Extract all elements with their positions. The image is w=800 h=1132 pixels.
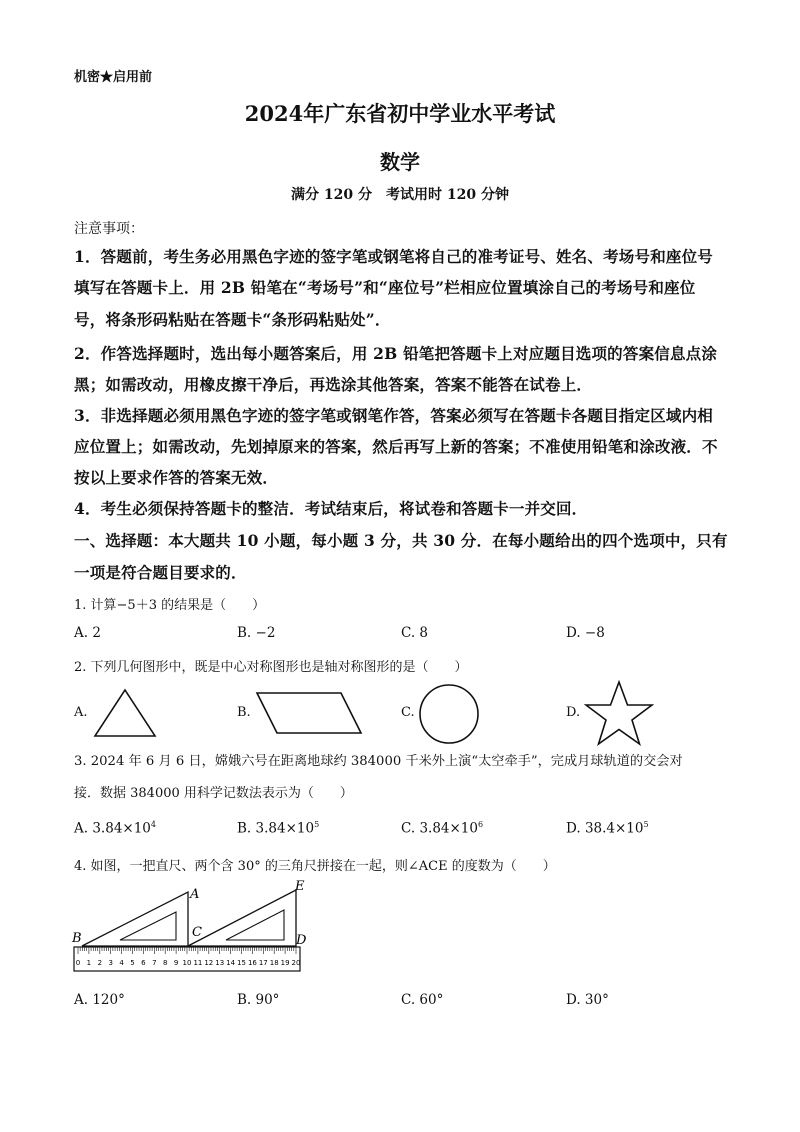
- ruler-tick-label: 9: [173, 959, 179, 967]
- ruler-tick-label: 4: [119, 959, 124, 967]
- q4-option-b: B. 90°: [237, 992, 280, 1008]
- ruler-tick-label: 17: [258, 959, 268, 967]
- ruler-ticks: [78, 947, 296, 954]
- label-a: A: [190, 887, 200, 902]
- ruler-tick-label: 0: [75, 959, 81, 967]
- question-4-stem: 4. 如图，一把直尺、两个含 30° 的三角尺拼接在一起，则∠ACE 的度数为（ ）: [74, 859, 556, 874]
- star-shape: [584, 680, 654, 746]
- ruler-tick-label: 16: [247, 959, 257, 967]
- circle-shape: [418, 683, 480, 745]
- q1-option-b: B. −2: [237, 625, 276, 641]
- ruler-tick-label: 8: [162, 959, 168, 967]
- confidential-mark: 机密★启用前: [74, 70, 153, 85]
- label-c: C: [192, 925, 202, 940]
- notice-line: 应位置上；如需改动，先划掉原来的答案，然后再写上新的答案；不准使用铅笔和涂改液．不: [74, 437, 718, 456]
- ruler-tick-label: 10: [182, 959, 192, 967]
- notice-line: 3．非选择题必须用黑色字迹的签字笔或钢笔作答，答案必须写在答题卡各题目指定区域内相: [74, 406, 713, 425]
- question-2-stem: 2. 下列几何图形中，既是中心对称图形也是轴对称图形的是（ ）: [74, 660, 468, 675]
- notice-line: 黑；如需改动，用橡皮擦干净后，再选涂其他答案，答案不能答在试卷上．: [74, 375, 593, 394]
- notice-line: 1．答题前，考生务必用黑色字迹的签字笔或钢笔将自己的准考证号、姓名、考场号和座位号: [74, 247, 713, 266]
- question-3-stem-cont: 接．数据 384000 用科学记数法表示为（ ）: [74, 786, 353, 801]
- q3-option-d: D. $38.4\times 10^5$: [566, 820, 649, 837]
- ruler-tick-label: 18: [269, 959, 279, 967]
- triangle-shape: [92, 687, 158, 739]
- ruler-tick-label: 12: [204, 959, 214, 967]
- label-b: B: [72, 931, 82, 946]
- q2-option-d: D.: [566, 705, 581, 720]
- ruler-tick-label: 5: [130, 959, 135, 967]
- parallelogram-shape: [254, 690, 364, 736]
- ruler-tick-label: 20: [291, 959, 301, 967]
- notice-line: 2．作答选择题时，选出每小题答案后，用 2B 铅笔把答题卡上对应题目选项的答案信息点涂: [74, 344, 718, 363]
- ruler-tick-label: 7: [152, 959, 157, 967]
- ruler-tick-label: 14: [226, 959, 236, 967]
- q1-option-c: C. 8: [401, 625, 429, 641]
- q4-option-a: A. 120°: [74, 992, 125, 1008]
- q4-option-c: C. 60°: [401, 992, 444, 1008]
- exam-title: 2024年广东省初中学业水平考试: [244, 101, 556, 126]
- subject-title: 数学: [380, 150, 420, 174]
- ruler-tick-label: 19: [280, 959, 290, 967]
- notice-heading: 注意事项：: [74, 221, 144, 237]
- ruler-tick-label: 2: [97, 959, 103, 967]
- q1-option-a: A. 2: [74, 625, 101, 641]
- label-e: E: [295, 879, 305, 894]
- label-d: D: [296, 933, 307, 948]
- q3-option-a: A. $3.84\times 10^4$: [74, 820, 156, 837]
- q2-option-b: B.: [237, 705, 251, 720]
- score-time: 满分 120 分 考试用时 120 分钟: [291, 187, 509, 203]
- notice-line: 4．考生必须保持答题卡的整洁．考试结束后，将试卷和答题卡一并交回．: [74, 499, 588, 518]
- ruler-tick-label: 11: [193, 959, 203, 967]
- question-3-stem: 3. 2024 年 6 月 6 日，嫦娥六号在距离地球约 384000 千米外上演“太空牵手”，完成月球轨道的交会对: [74, 754, 683, 769]
- section-instruction: 一、选择题：本大题共 10 小题，每小题 3 分，共 30 分．在每小题给出的四个选项中，只有: [74, 531, 728, 550]
- ruler-tick-label: 6: [141, 959, 146, 967]
- ruler-tick-label: 3: [108, 959, 113, 967]
- ruler-tick-labels: [76, 959, 301, 967]
- ruler-tick-label: 13: [215, 959, 225, 967]
- q3-option-b: B. $3.84\times 10^5$: [237, 820, 320, 837]
- notice-line: 号，将条形码粘贴在答题卡“条形码粘贴处”．: [74, 310, 391, 329]
- q3-option-c: C. $3.84\times 10^6$: [401, 820, 484, 837]
- question-1-stem: 1. 计算−5＋3 的结果是（ ）: [74, 598, 266, 613]
- ruler-tick-label: 1: [86, 959, 92, 967]
- notice-line: 按以上要求作答的答案无效．: [74, 468, 279, 487]
- q1-option-d: D. −8: [566, 625, 605, 641]
- q4-option-d: D. 30°: [566, 992, 609, 1008]
- section-instruction: 一项是符合题目要求的．: [74, 563, 247, 582]
- q2-option-a: A.: [74, 705, 88, 720]
- q2-option-c: C.: [401, 705, 415, 720]
- notice-line: 填写在答题卡上．用 2B 铅笔在“考场号”和“座位号”栏相应位置填涂自己的考场号和座位: [74, 278, 696, 297]
- ruler-tick-label: 15: [237, 959, 246, 967]
- ruler-triangles-figure: [70, 878, 310, 978]
